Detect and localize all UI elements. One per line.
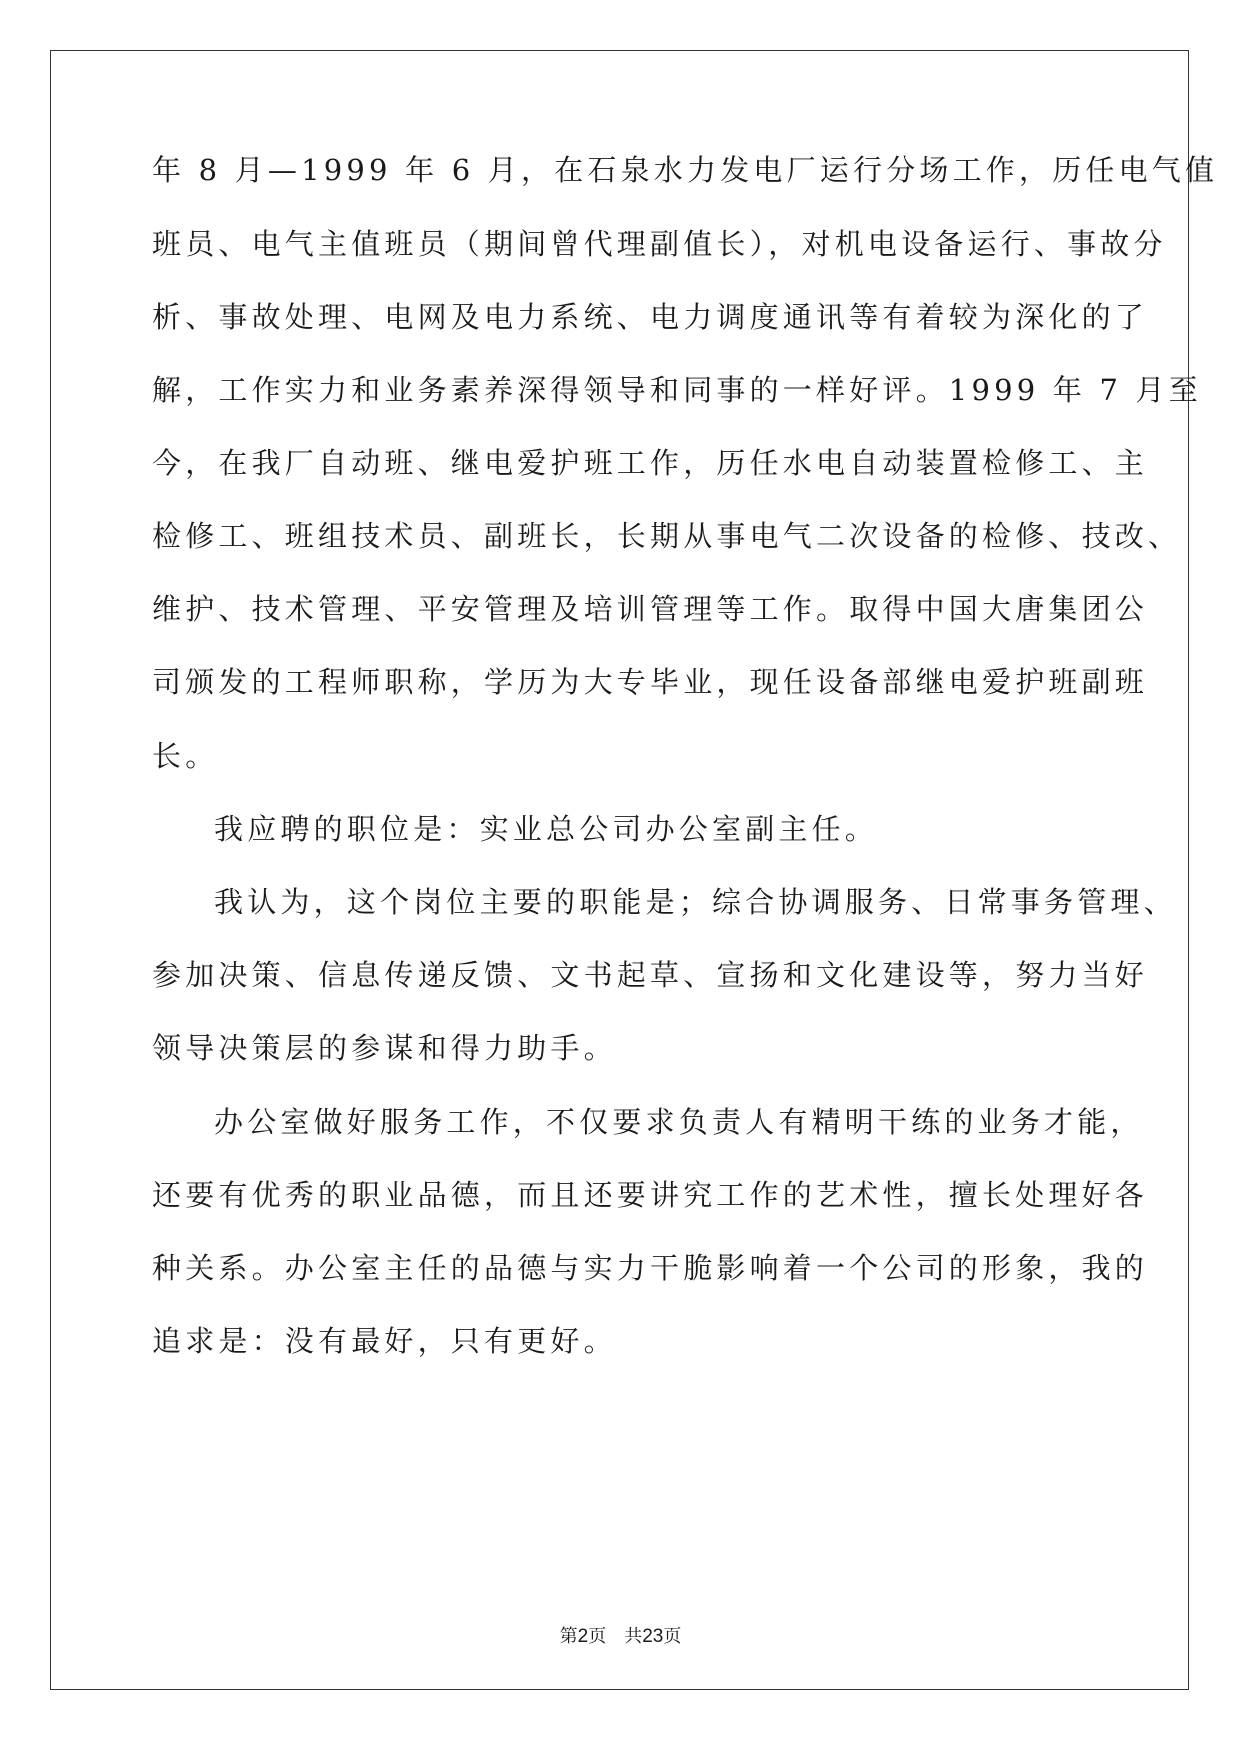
text-line: 追求是：没有最好，只有更好。 [152, 1324, 617, 1358]
paragraph-first-line: 我应聘的职位是：实业总公司办公室副主任。 [214, 812, 879, 846]
text-line: 年 8 月—1999 年 6 月，在石泉水力发电厂运行分场工作，历任电气值 [152, 153, 1219, 187]
text-line: 解，工作实力和业务素养深得领导和同事的一样好评。1999 年 7 月至 [152, 373, 1202, 407]
text-line: 还要有优秀的职业品德，而且还要讲究工作的艺术性，擅长处理好各 [152, 1178, 1149, 1212]
text-line: 班员、电气主值班员（期间曾代理副值长），对机电设备运行、事故分 [152, 227, 1167, 261]
text-line: 领导决策层的参谋和得力助手。 [152, 1031, 617, 1065]
page-number: 2 [577, 1626, 589, 1647]
total-suffix: 页 [663, 1626, 682, 1647]
total-pages: 23 [642, 1626, 664, 1647]
text-line: 司颁发的工程师职称，学历为大专毕业，现任设备部继电爱护班副班 [152, 665, 1149, 699]
text-line: 检修工、班组技术员、副班长，长期从事电气二次设备的检修、技改、 [152, 519, 1182, 553]
paragraph-first-line: 办公室做好服务工作，不仅要求负责人有精明干练的业务才能， [214, 1105, 1144, 1139]
paragraph-first-line: 我认为，这个岗位主要的职能是；综合协调服务、日常事务管理、 [214, 885, 1177, 919]
total-prefix: 共 [624, 1626, 643, 1647]
text-line: 长。 [152, 739, 219, 773]
page-border [50, 50, 1219, 1690]
text-line: 种关系。办公室主任的品德与实力干脆影响着一个公司的形象，我的 [152, 1251, 1149, 1285]
page-footer [0, 1622, 1241, 1648]
text-line: 参加决策、信息传递反馈、文书起草、宣扬和文化建设等，努力当好 [152, 958, 1149, 992]
page-suffix: 页 [588, 1626, 607, 1647]
text-line: 今，在我厂自动班、继电爱护班工作，历任水电自动装置检修工、主 [152, 446, 1149, 480]
text-line: 维护、技术管理、平安管理及培训管理等工作。取得中国大唐集团公 [152, 592, 1149, 626]
page-prefix: 第 [559, 1626, 578, 1647]
text-line: 析、事故处理、电网及电力系统、电力调度通讯等有着较为深化的了 [152, 300, 1149, 334]
